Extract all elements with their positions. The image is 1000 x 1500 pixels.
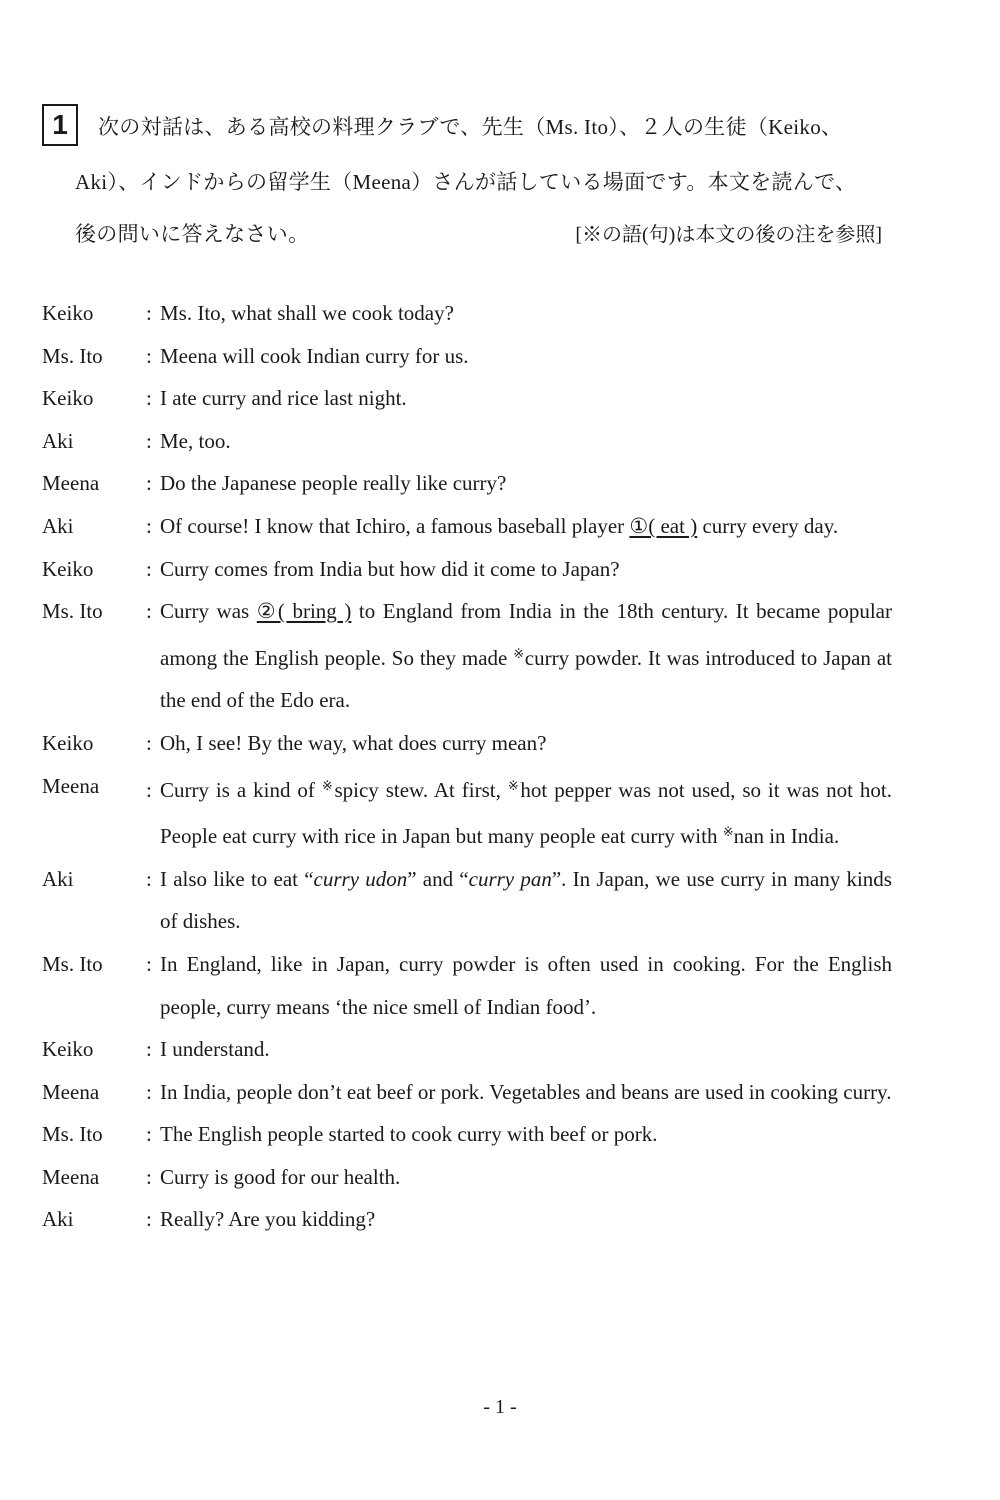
blank-eat: ①( eat ) — [629, 513, 698, 538]
speaker-name: Keiko — [42, 1037, 94, 1062]
instruction-line-3: 後の問いに答えなさい。 — [75, 222, 310, 246]
dialogue-turn — [42, 765, 892, 858]
dialogue-line: : Curry comes from India but how did it come to Japan? — [146, 556, 620, 581]
speaker-name: Aki — [42, 1207, 74, 1232]
dialogue-turn — [42, 335, 892, 378]
dialogue-turn — [42, 1028, 892, 1071]
footnote-reference: [※の語(句)は本文の後の注を参照] — [575, 224, 882, 246]
dialogue-turn — [42, 858, 892, 943]
dialogue-turn — [42, 377, 892, 420]
question-number-box: 1 — [42, 104, 78, 146]
dialogue-turn — [42, 943, 892, 1028]
dialogue-turn — [42, 292, 892, 335]
dialogue-line: : In England, like in Japan, curry powder is often used in cooking. For the English people, curry means ‘the nice smell of Indian food’. — [146, 951, 892, 1019]
dialogue-turn — [42, 1113, 892, 1156]
dialogue-turn — [42, 462, 892, 505]
speaker-name: Meena — [42, 773, 100, 798]
dialogue-line: : In India, people don’t eat beef or pork. Vegetables and beans are used in cooking curry. — [146, 1079, 892, 1104]
dialogue — [42, 292, 892, 1241]
speaker-name: Keiko — [42, 301, 94, 325]
speaker-name: Ms. Ito — [42, 599, 103, 624]
speaker-name: Meena — [42, 1164, 100, 1189]
dialogue-turn — [42, 420, 892, 463]
dialogue-line: : Do the Japanese people really like curry? — [146, 471, 507, 496]
speaker-name: Ms. Ito — [42, 951, 103, 976]
dialogue-line: : The English people started to cook curry with beef or pork. — [146, 1122, 658, 1147]
dialogue-line: : Really? Are you kidding? — [146, 1207, 376, 1232]
dialogue-line: : Meena will cook Indian curry for us. — [146, 343, 469, 368]
note-mark: ※ — [513, 645, 525, 661]
dialogue-line: : Me, too. — [146, 428, 231, 453]
dialogue-line: : Of course! I know that Ichiro, a famous baseball player ①( eat ) curry every day. — [146, 513, 839, 538]
dialogue-turn — [42, 1198, 892, 1241]
speaker-name: Keiko — [42, 556, 94, 581]
dialogue-line: : Curry was ②( bring ) to England from India in the 18th century. It became popular among the English people. So they made ※curry powder. It was introduced to Japan at the end of the Edo era. — [146, 599, 893, 713]
dialogue-turn — [42, 1071, 892, 1114]
dialogue-line: : Oh, I see! By the way, what does curry mean? — [146, 730, 547, 755]
note-mark: ※ — [507, 777, 521, 793]
speaker-name: Aki — [42, 866, 74, 891]
page-number: - 1 - — [483, 1396, 517, 1418]
note-mark: ※ — [321, 777, 335, 793]
speaker-name: Aki — [42, 513, 74, 538]
dialogue-turn — [42, 1156, 892, 1199]
instruction-line-2: Aki）、インドからの留学生（Meena）さんが話している場面です。本文を読んで、 — [75, 170, 857, 194]
speaker-name: Meena — [42, 471, 100, 496]
dialogue-turn — [42, 548, 892, 591]
dialogue-line: : I understand. — [146, 1037, 270, 1062]
dialogue-line: : Curry is good for our health. — [146, 1164, 401, 1189]
blank-bring: ②( bring ) — [256, 599, 352, 624]
dialogue-turn — [42, 722, 892, 765]
dialogue-turn — [42, 505, 892, 548]
dialogue-turn — [42, 590, 892, 722]
speaker-name: Aki — [42, 428, 74, 453]
dialogue-line: : I ate curry and rice last night. — [146, 386, 407, 411]
speaker-name: Keiko — [42, 386, 94, 411]
note-mark: ※ — [722, 824, 734, 840]
speaker-name: Ms. Ito — [42, 343, 103, 368]
speaker-name: Ms. Ito — [42, 1122, 103, 1147]
speaker-name: Keiko — [42, 730, 94, 755]
speaker-name: Meena — [42, 1079, 100, 1104]
dialogue-line: : Ms. Ito, what shall we cook today? — [146, 301, 454, 325]
dialogue-line: : Curry is a kind of ※spicy stew. At first, ※hot pepper was not used, so it was not hot. People eat curry with rice in Japan but many people eat curry with ※nan in India. — [146, 777, 892, 849]
dialogue-line: : I also like to eat “curry udon” and “curry pan”. In Japan, we use curry in many kinds of dishes. — [146, 866, 892, 934]
instruction-line-1: 次の対話は、ある高校の料理クラブで、先生（Ms. Ito）、２人の生徒（Keiko、 — [98, 115, 843, 139]
